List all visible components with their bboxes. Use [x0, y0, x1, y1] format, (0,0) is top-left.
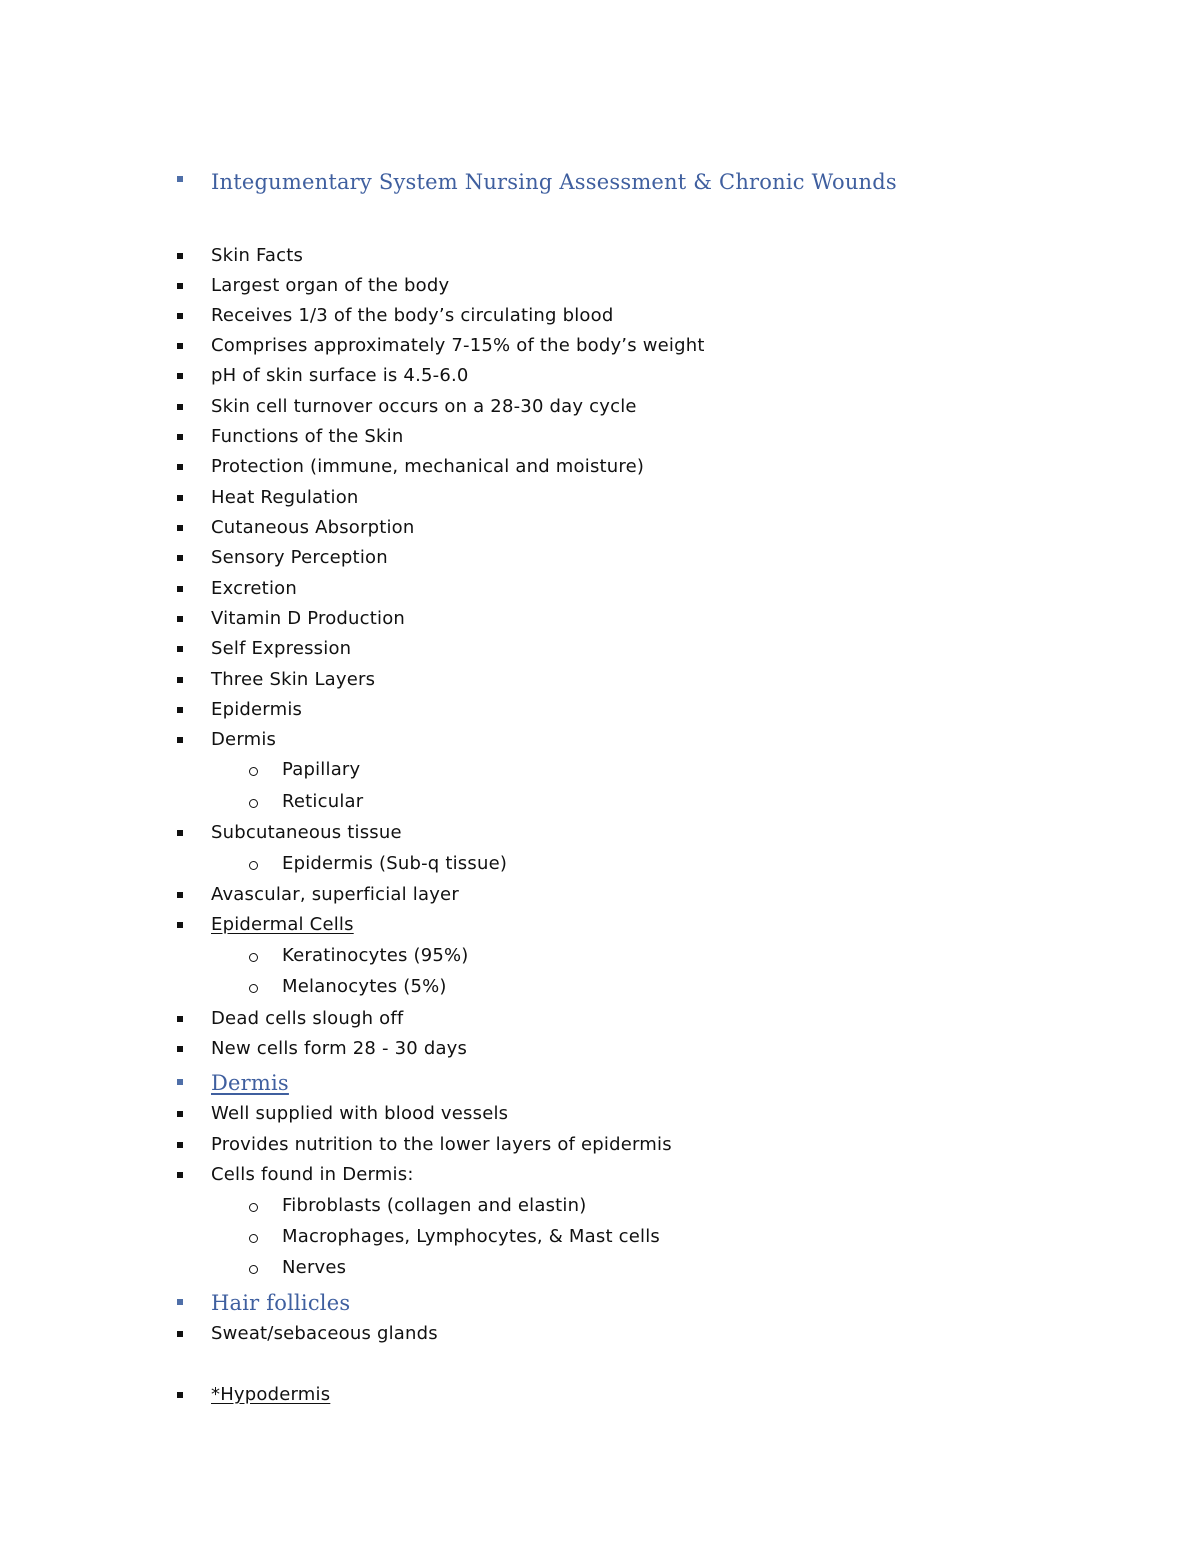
list-item-text: Avascular, superficial layer [211, 884, 459, 905]
list-item-text: Three Skin Layers [211, 669, 376, 690]
circle-bullet-icon [249, 861, 258, 870]
list-item-text: pH of skin surface is 4.5-6.0 [211, 365, 469, 386]
page-title: Integumentary System Nursing Assessment & Chronic Wounds [211, 170, 897, 194]
list-item-text: Protection (immune, mechanical and moisture) [211, 456, 645, 477]
list-item-text: Dermis [211, 729, 277, 750]
bullet-icon [177, 1111, 183, 1117]
bullet-icon [177, 707, 183, 713]
list-item-text: Epidermal Cells [211, 914, 354, 935]
list-item-text: Reticular [282, 791, 364, 812]
bullet-icon [177, 1392, 183, 1398]
list-item-text: Nerves [282, 1257, 347, 1278]
bullet-icon [177, 313, 183, 319]
bullet-icon [177, 616, 183, 622]
bullet-icon [177, 1172, 183, 1178]
bullet-icon [177, 922, 183, 928]
bullet-icon [177, 737, 183, 743]
list-item-text: Skin Facts [211, 245, 304, 266]
dermis-heading: Dermis [211, 1071, 289, 1095]
bullet-icon [177, 586, 183, 592]
list-item-text: Subcutaneous tissue [211, 822, 402, 843]
bullet-icon [177, 495, 183, 501]
bullet-icon [177, 677, 183, 683]
bullet-icon [177, 646, 183, 652]
list-item-text: Cells found in Dermis: [211, 1164, 414, 1185]
bullet-icon [177, 525, 183, 531]
bullet-icon [177, 1142, 183, 1148]
list-item-text: Largest organ of the body [211, 275, 450, 296]
bullet-icon [177, 1299, 183, 1305]
hair-follicles-heading: Hair follicles [211, 1291, 351, 1315]
circle-bullet-icon [249, 984, 258, 993]
list-item-text: Epidermis [211, 699, 303, 720]
circle-bullet-icon [249, 953, 258, 962]
list-item-text: Excretion [211, 578, 297, 599]
list-item-text: Sensory Perception [211, 547, 388, 568]
list-item-text: Melanocytes (5%) [282, 976, 447, 997]
list-item-text: Vitamin D Production [211, 608, 406, 629]
list-item-text: Dead cells slough off [211, 1008, 404, 1029]
list-item-text: Heat Regulation [211, 487, 359, 508]
circle-bullet-icon [249, 767, 258, 776]
list-item-text: Keratinocytes (95%) [282, 945, 469, 966]
list-item-text: Cutaneous Absorption [211, 517, 415, 538]
bullet-icon [177, 253, 183, 259]
bullet-icon [177, 892, 183, 898]
bullet-icon [177, 1331, 183, 1337]
bullet-icon [177, 404, 183, 410]
list-item-text: Fibroblasts (collagen and elastin) [282, 1195, 587, 1216]
bullet-icon [177, 283, 183, 289]
bullet-icon [177, 555, 183, 561]
list-item-text: Comprises approximately 7-15% of the body’s weight [211, 335, 705, 356]
circle-bullet-icon [249, 799, 258, 808]
bullet-icon [177, 830, 183, 836]
bullet-icon [177, 464, 183, 470]
bullet-icon [177, 343, 183, 349]
circle-bullet-icon [249, 1234, 258, 1243]
list-item-text: Macrophages, Lymphocytes, & Mast cells [282, 1226, 660, 1247]
bullet-icon [177, 434, 183, 440]
list-item-text: New cells form 28 - 30 days [211, 1038, 468, 1059]
list-item-text: Self Expression [211, 638, 352, 659]
bullet-icon [177, 373, 183, 379]
bullet-icon [177, 1046, 183, 1052]
list-item-text: Sweat/sebaceous glands [211, 1323, 438, 1344]
list-item-text: *Hypodermis [211, 1384, 331, 1405]
list-item-text: Skin cell turnover occurs on a 28-30 day cycle [211, 396, 637, 417]
circle-bullet-icon [249, 1203, 258, 1212]
bullet-icon [177, 1016, 183, 1022]
bullet-icon [177, 176, 183, 182]
list-item-text: Functions of the Skin [211, 426, 404, 447]
list-item-text: Epidermis (Sub-q tissue) [282, 853, 508, 874]
list-item-text: Papillary [282, 759, 361, 780]
list-item-text: Provides nutrition to the lower layers of epidermis [211, 1134, 672, 1155]
list-item-text: Receives 1/3 of the body’s circulating blood [211, 305, 614, 326]
list-item-text: Well supplied with blood vessels [211, 1103, 509, 1124]
circle-bullet-icon [249, 1265, 258, 1274]
bullet-icon [177, 1079, 183, 1085]
